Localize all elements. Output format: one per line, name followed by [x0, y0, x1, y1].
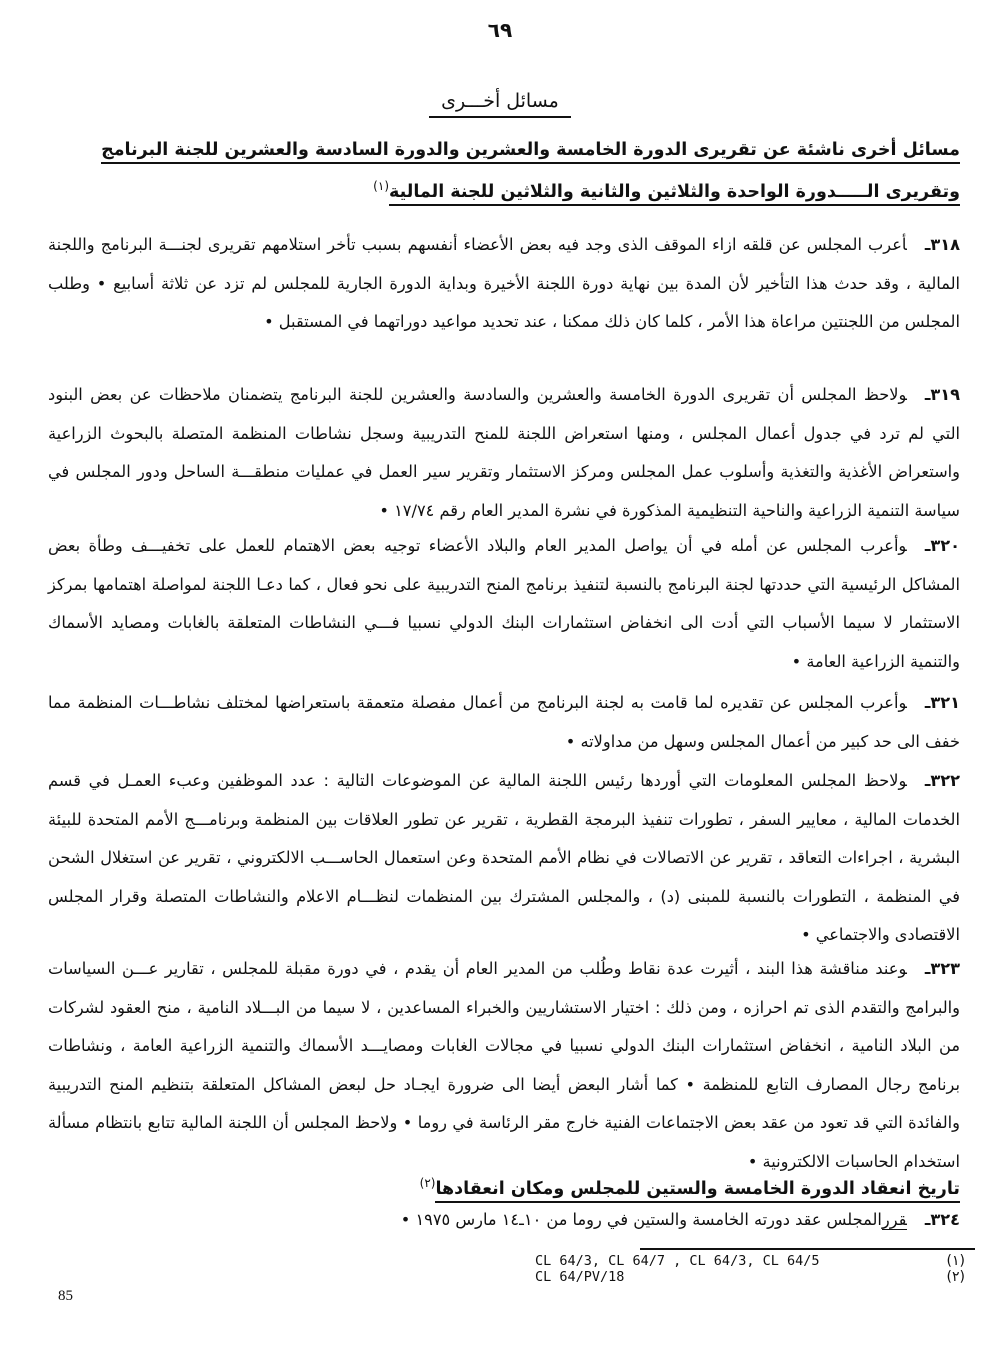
paragraph-323: [48, 950, 960, 1181]
paragraph-319: [48, 376, 960, 530]
paragraph-318: [48, 226, 960, 342]
paragraph-text: المجلس عقد دورته الخامسة والستين في روما من ١٠ـ١٤ مارس ١٩٧٥ •: [400, 1210, 882, 1229]
paragraph-text: ولاحظ المجلس أن تقريرى الدورة الخامسة والعشرين والسادسة والعشرين للجنة البرنامج يتضمنان ملاحظات عن بعض البنود التي لم ترد في جدول أعمال المجلس ، ومنها استعراض اللجنة للمنح التدريبية وسجل نشاطات المنظمة المتصلة بالبحوث الزراعية واستعراض الأغذية والتغذية وأسلوب عمل المجلس ومركز الاستثمار وتقرير سير العمل في عمليات منطقـــة الساحل ودور المجلس في سياسة التنمية الزراعية والناحية التنظيمية المذكورة في نشرة المدير العام رقم ١٧/٧٤ •: [48, 385, 960, 520]
subheading-text: مسائل أخرى ناشئة عن تقريرى الدورة الخامسة والعشرين والدورة السادسة والعشرين للجنة البرنامج وتقريرى الـــــدورة الواحدة والثلاثين والثانية والثلاثين للجنة المالية: [101, 140, 960, 206]
scan-page-number: 85: [58, 1288, 73, 1304]
paragraph-number: ٣٢٤ـ: [924, 1210, 960, 1229]
subheading-program-finance-reports: [50, 132, 960, 210]
paragraph-text: أعرب المجلس عن قلقه ازاء الموقف الذى وجد فيه بعض الأعضاء أنفسهم بسبب تأخر استلامهم تقريرى لجنـــة البرنامج واللجنة المالية ، وقد حدث هذا التأخير لأن المدة بين نهاية دورة اللجنة الأخيرة وبداية الدورة الجارية للمجلس لم تزد عن ثلاثة أسابيع • وطلب المجلس من اللجنتين مراعاة هذا الأمر ، كلما كان ذلك ممكنا ، عند تحديد مواعيد دوراتهما في المستقبل •: [48, 235, 960, 331]
footnotes: [535, 1253, 965, 1285]
page-number: ٦٩: [487, 18, 513, 42]
paragraph-text: وأعرب المجلس عن أمله في أن يواصل المدير العام والبلاد الأعضاء توجيه بعض الاهتمام للعمل على تخفيـــف وطأة بعض المشاكل الرئيسية التي حددتها لجنة البرنامج بالنسبة لتنفيذ برنامج المنح التدريبية على نحو فعال ، كما دعـا اللجنة لمواصلة اهتمامها بمركز الاستثمار لا سيما الأسباب التي أدت الى انخفاض استثمارات البنك الدولي نسبيا فـــي النشاطات المتعلقة بالغابات ومصايد الأسماك والتنمية الزراعية العامة •: [48, 536, 960, 671]
paragraph-number: ٣٢٠ـ: [924, 536, 960, 555]
footnote-divider: [640, 1248, 975, 1250]
section-title-text: مسائل أخـــرى: [429, 90, 571, 118]
paragraph-320: [48, 527, 960, 681]
paragraph-322: [48, 762, 960, 955]
footnote-mark: (٢): [946, 1269, 965, 1285]
footnote-text: CL 64/PV/18: [535, 1269, 625, 1285]
footnote-ref: (١): [373, 179, 389, 193]
paragraph-324: [48, 1205, 960, 1235]
subheading-text: تاريخ انعقاد الدورة الخامسة والستين للمجلس ومكان انعقادها: [435, 1179, 960, 1203]
paragraph-text: وأعرب المجلس عن تقديره لما قامت به لجنة البرنامج من أعمال مفصلة متعمقة باستعراضها لمختلف نشاطـــات المنظمة مما خفف الى حد كبير من أعمال المجلس وسهل من مداولاته •: [48, 693, 960, 751]
underlined-word: قرر: [881, 1210, 907, 1229]
footnote-1: [535, 1253, 965, 1269]
section-title: [0, 90, 1000, 118]
paragraph-text: ولاحظ المجلس المعلومات التي أوردها رئيس اللجنة المالية عن الموضوعات التالية : عدد الموظفين وعبء العمـل في قسم الخدمات المالية ، معايير السفر ، تطورات تنفيذ البرمجة القطرية ، تقرير عن تطور العلاقات بين المنظمة وبرنامـــج الأمم المتحدة للبيئة البشرية ، اجراءات التعاقد ، تقرير عن الاتصالات في نظام الأمم المتحدة وعن استعمال الحاســـب الالكتروني ، تقرير عن استغلال الشحن في المنظمة ، التطورات بالنسبة للمبنى (د) ، والمجلس المشترك بين المنظمات لنظـــام الاعلام والنشاطات المتصلة وقرار المجلس الاقتصادى والاجتماعي •: [48, 771, 960, 944]
subheading-session-date-place: [50, 1165, 960, 1207]
footnote-ref: (٢): [419, 1176, 436, 1190]
paragraph-number: ٣٢٢ـ: [924, 771, 960, 790]
paragraph-number: ٣٢١ـ: [924, 693, 960, 712]
paragraph-number: ٣١٩ـ: [924, 385, 960, 404]
footnote-2: [535, 1269, 965, 1285]
paragraph-321: [48, 684, 960, 761]
paragraph-number: ٣٢٣ـ: [924, 959, 960, 978]
footnote-text: CL 64/3, CL 64/7 , CL 64/3, CL 64/5: [535, 1253, 820, 1269]
paragraph-number: ٣١٨ـ: [924, 235, 960, 254]
footnote-mark: (١): [946, 1253, 965, 1269]
paragraph-text: وعند مناقشة هذا البند ، أثيرت عدة نقاط وطُلب من المدير العام أن يقدم ، في دورة مقبلة للمجلس ، تقارير عـــن السياسات والبرامج والتقدم الذى تم احرازه ، ومن ذلك : اختيار الاستشاريين والخبراء المساعدين ، لا سيما من البـــلاد النامية ، منح العقود لشركات من البلاد النامية ، انخفاض استثمارات البنك الدولي نسبيا في مجالات الغابات ومصايـــد الأسماك والتنمية الزراعية العامة ، ونشاطات برنامج رجال المصارف التابع للمنظمة • كما أشار البعض أيضا الى ضرورة ايجـاد حل لبعض المشاكل المتعلقة بتنظيم المنح التدريبية والفائدة التي قد تعود من عقد بعض الاجتماعات الفنية خارج مقر الرئاسة في روما • ولاحظ المجلس أن اللجنة المالية تتابع بانتظام مسألة استخدام الحاسبات الالكترونية •: [48, 959, 960, 1171]
